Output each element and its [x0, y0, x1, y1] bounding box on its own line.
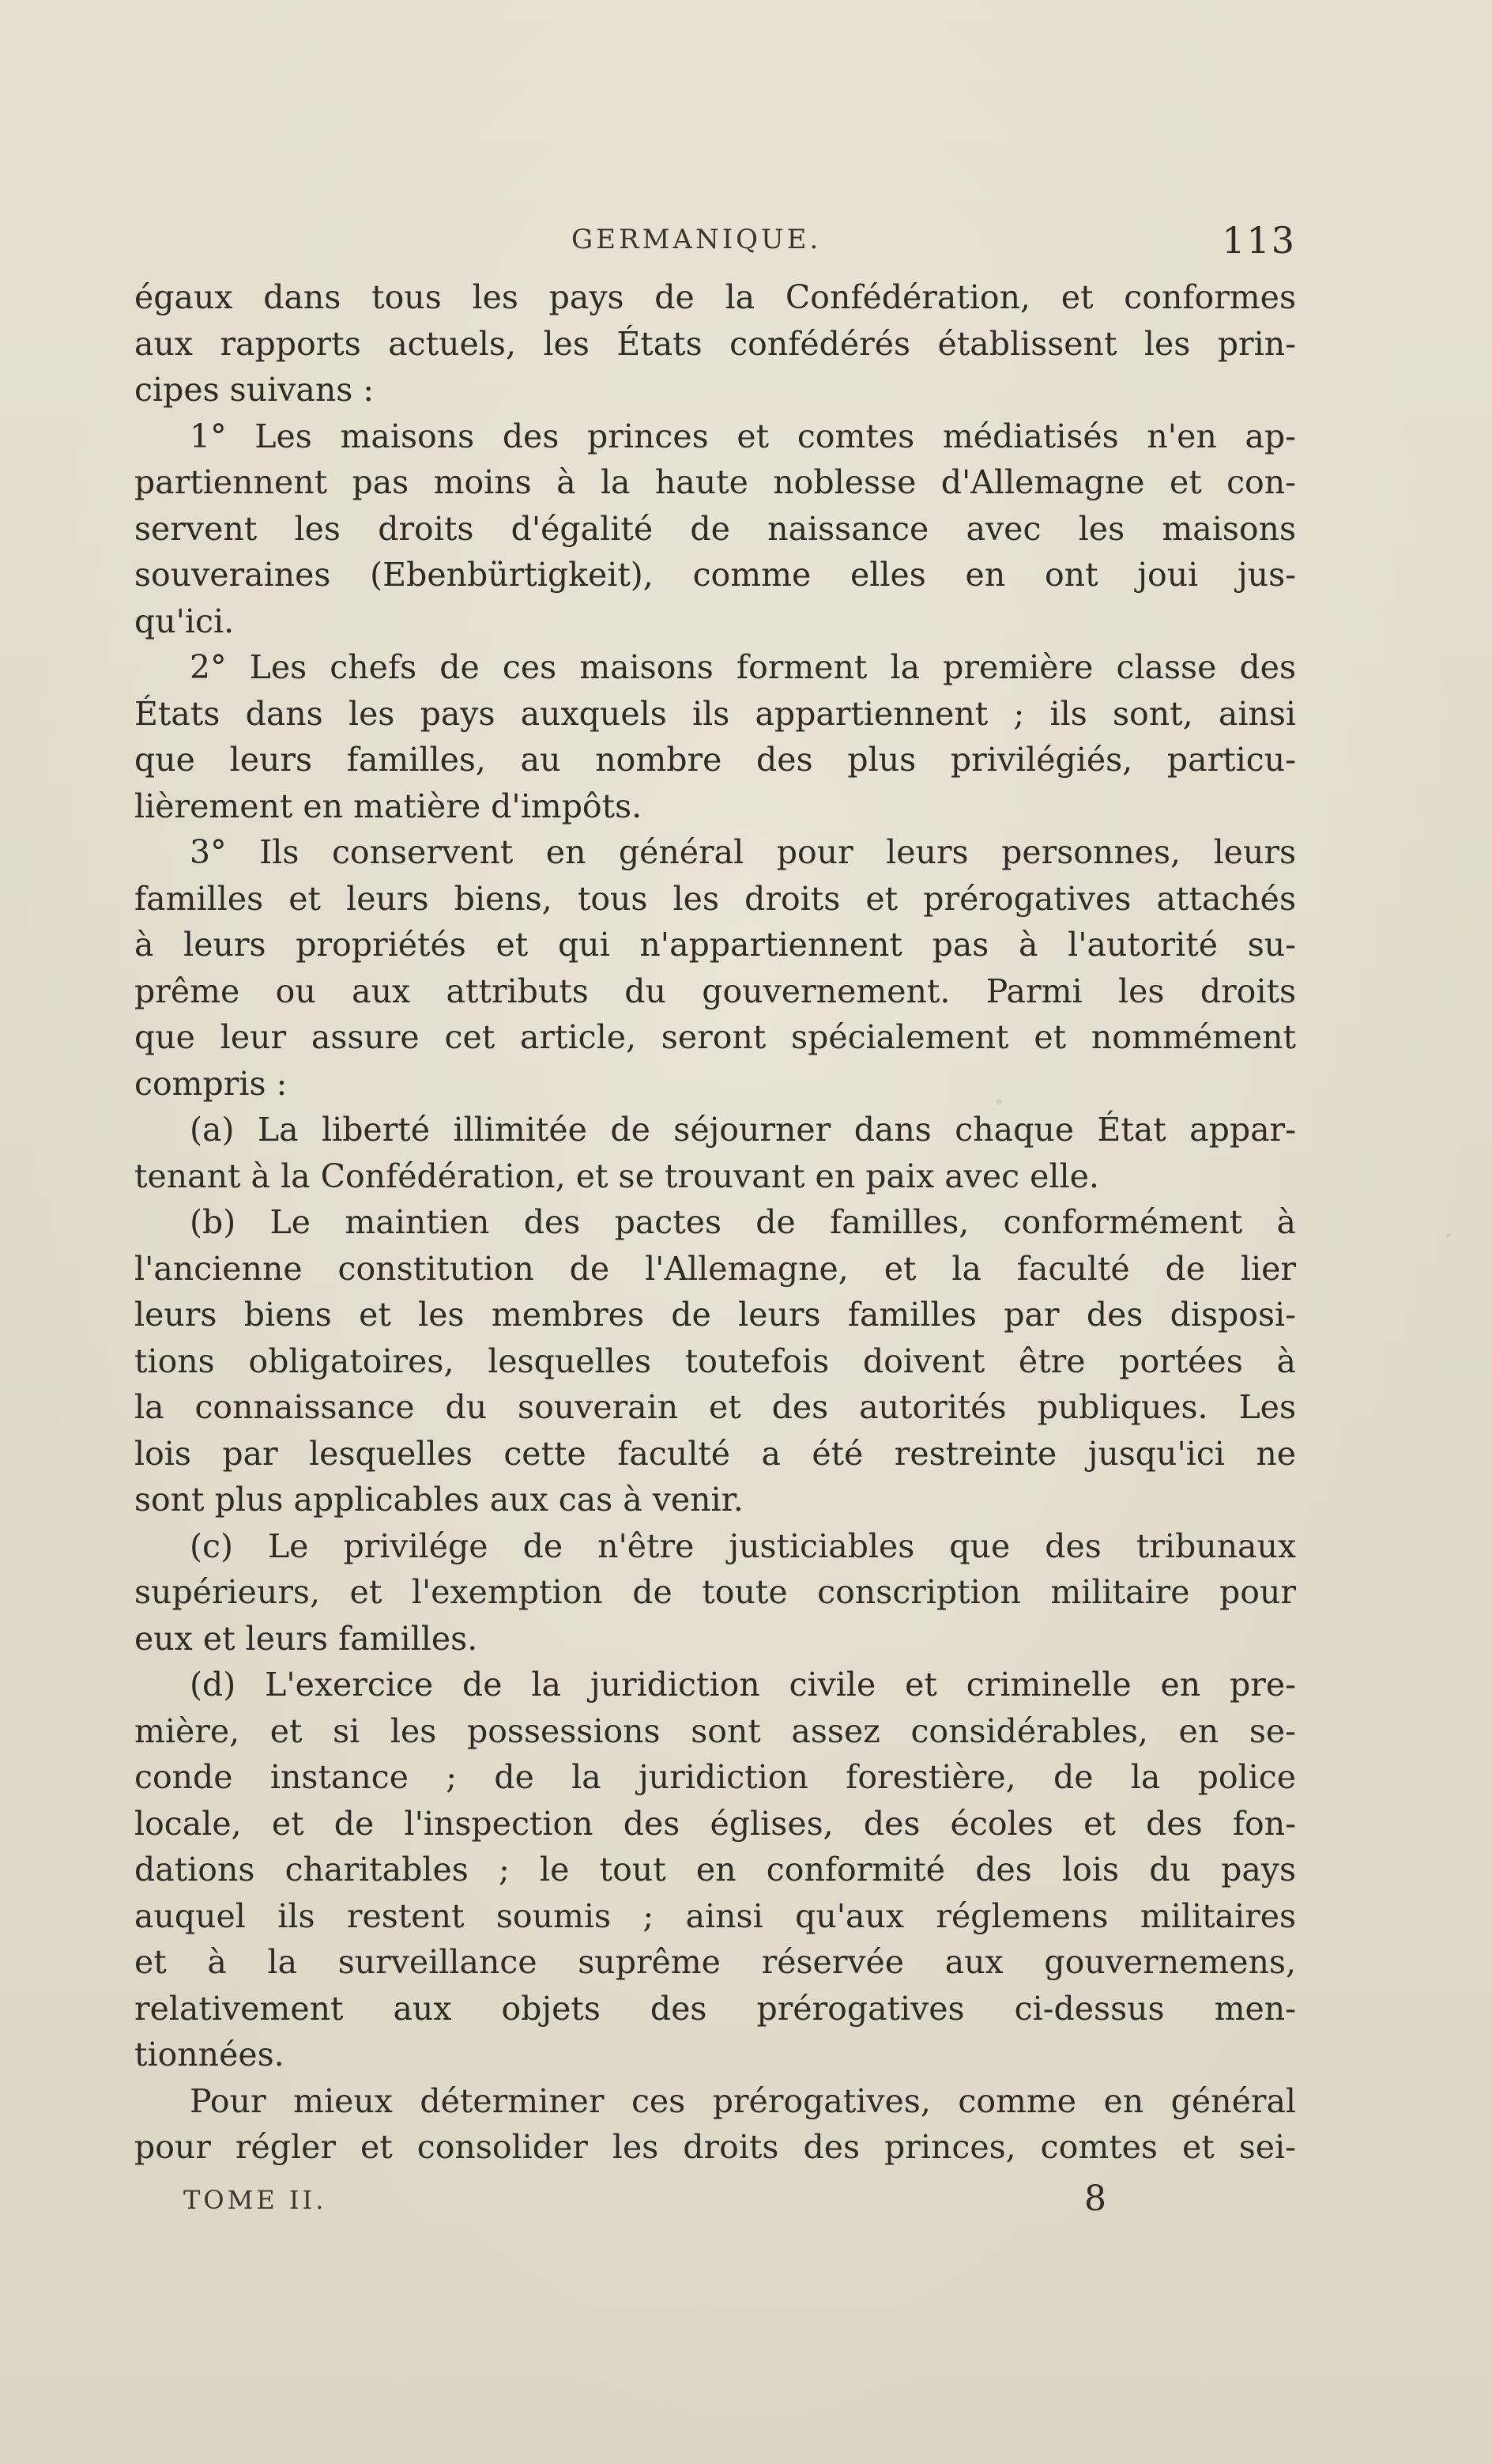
- text-line: qu'ici.: [134, 602, 235, 640]
- text-line: (d) L'exercice de la juridiction civile et criminelle en pre-: [190, 1666, 1296, 1704]
- body-text: [134, 274, 1296, 2171]
- text-line: (c) Le privilége de n'être justiciables que des tribunaux: [190, 1526, 1296, 1565]
- text-line: que leur assure cet article, seront spécialement et nommément: [134, 1018, 1296, 1056]
- text-line: lois par lesquelles cette faculté a été restreinte jusqu'ici ne: [134, 1434, 1296, 1473]
- text-line: 2° Les chefs de ces maisons forment la première classe des: [190, 648, 1296, 686]
- text-line: la connaissance du souverain et des autorités publiques. Les: [134, 1388, 1296, 1426]
- text-line: auquel ils restent soumis ; ainsi qu'aux réglemens militaires: [134, 1896, 1296, 1935]
- text-line: mière, et si les possessions sont assez considérables, en se-: [134, 1711, 1296, 1750]
- text-line: égaux dans tous les pays de la Confédération, et conformes: [134, 278, 1296, 316]
- text-line: pour régler et consolider les droits des princes, comtes et sei-: [134, 2128, 1296, 2166]
- text-line: relativement aux objets des prérogatives ci-dessus men-: [134, 1989, 1296, 2028]
- paper-spot: [1446, 1233, 1450, 1237]
- text-line: cipes suivans :: [134, 371, 375, 409]
- text-line: prême ou aux attributs du gouvernement. Parmi les droits: [134, 972, 1296, 1010]
- page-footer: [183, 2179, 1116, 2232]
- text-line: familles et leurs biens, tous les droits et prérogatives attachés: [134, 879, 1296, 918]
- text-line: et à la surveillance suprême réservée aux gouvernemens,: [134, 1943, 1296, 1981]
- text-line: (a) La liberté illimitée de séjourner dans chaque État appar-: [190, 1111, 1296, 1149]
- text-line: tions obligatoires, lesquelles toutefois doivent être portées à: [134, 1341, 1296, 1380]
- text-line: tionnées.: [134, 2036, 284, 2073]
- text-line: sont plus applicables aux cas à venir.: [134, 1481, 744, 1519]
- text-line: lièrement en matière d'impôts.: [134, 787, 642, 825]
- text-line: dations charitables ; le tout en conformité des lois du pays: [134, 1851, 1296, 1889]
- page-number: 113: [1222, 219, 1296, 262]
- volume-label: TOME II.: [183, 2185, 327, 2215]
- text-line: souveraines (Ebenbürtigkeit), comme elles en ont joui jus-: [134, 556, 1296, 594]
- text-line: locale, et de l'inspection des églises, des écoles et des fon-: [134, 1804, 1296, 1843]
- text-line: servent les droits d'égalité de naissance avec les maisons: [134, 509, 1296, 548]
- text-line: 1° Les maisons des princes et comtes médiatisés n'en ap-: [190, 417, 1296, 455]
- running-title: GERMANIQUE.: [571, 224, 822, 255]
- text-line: eux et leurs familles.: [134, 1619, 478, 1658]
- text-line: partiennent pas moins à la haute noblesse d'Allemagne et con-: [134, 463, 1296, 501]
- text-line: aux rapports actuels, les États confédérés établissent les prin-: [134, 324, 1296, 363]
- text-line: compris :: [134, 1064, 288, 1103]
- page-header: [134, 219, 1296, 271]
- text-line: supérieurs, et l'exemption de toute conscription militaire pour: [134, 1573, 1296, 1611]
- text-line: tenant à la Confédération, et se trouvant en paix avec elle.: [134, 1157, 1099, 1195]
- text-line: que leurs familles, au nombre des plus privilégiés, particu-: [134, 741, 1296, 779]
- text-line: à leurs propriétés et qui n'appartiennent pas à l'autorité su-: [134, 926, 1296, 964]
- text-line: leurs biens et les membres de leurs familles par des disposi-: [134, 1296, 1296, 1334]
- text-line: (b) Le maintien des pactes de familles, conformément à: [190, 1203, 1296, 1241]
- text-line: conde instance ; de la juridiction forestière, de la police: [134, 1758, 1296, 1796]
- signature-mark: 8: [1084, 2179, 1106, 2219]
- text-line: États dans les pays auxquels ils appartiennent ; ils sont, ainsi: [134, 694, 1296, 733]
- text-line: 3° Ils conservent en général pour leurs personnes, leurs: [190, 833, 1296, 871]
- text-line: Pour mieux déterminer ces prérogatives, comme en général: [190, 2081, 1296, 2120]
- text-line: l'ancienne constitution de l'Allemagne, et la faculté de lier: [134, 1249, 1296, 1288]
